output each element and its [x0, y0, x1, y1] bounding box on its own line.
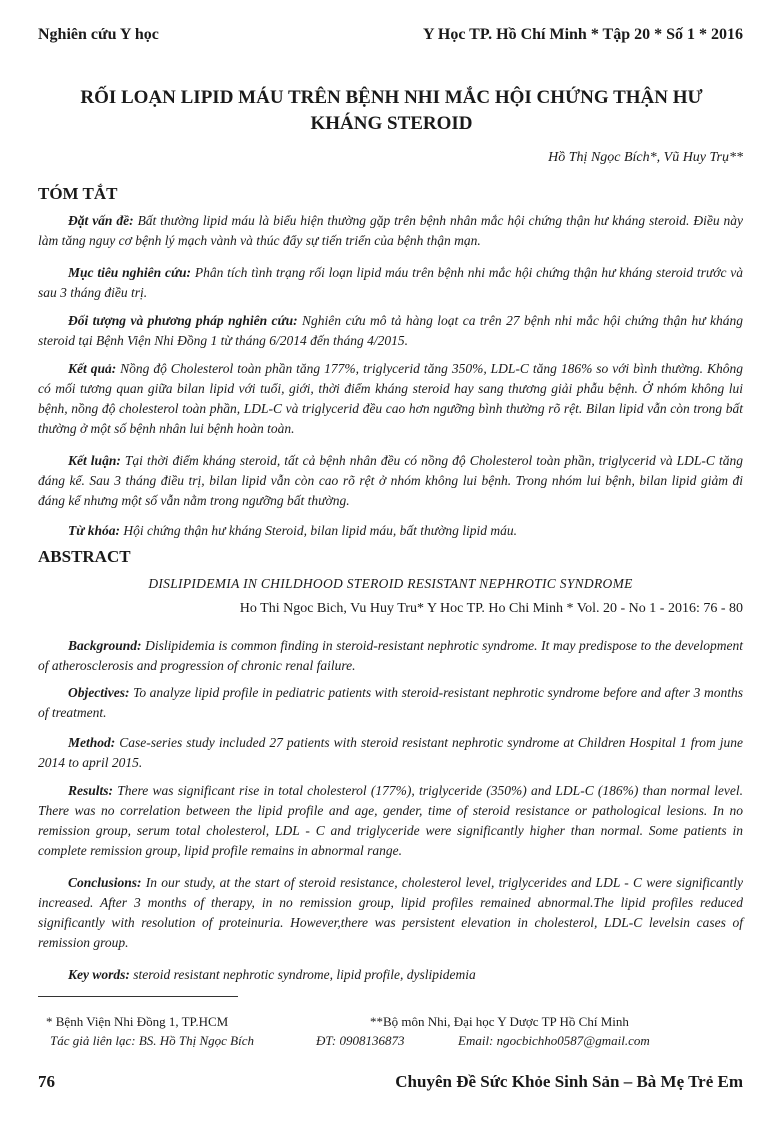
paragraph-text: Dislipidemia is common finding in steroid-resistant nephrotic syndrome. It may predispose to the development of atherosclerosis and progression of chronic renal failure.	[38, 638, 743, 673]
paragraph-label: Mục tiêu nghiên cứu:	[68, 265, 192, 280]
title-line-1: RỐI LOẠN LIPID MÁU TRÊN BỆNH NHI MẮC HỘI CHỨNG THẬN HƯ	[80, 87, 703, 108]
paragraph-text: Case-series study included 27 patients with steroid resistant nephrotic syndrome at Children Hospital 1 from june 2014 to april 2015.	[38, 735, 743, 770]
abstract-english-title: DISLIPIDEMIA IN CHILDHOOD STEROID RESISTANT NEPHROTIC SYNDROME	[148, 576, 633, 591]
abstract-en-paragraph	[38, 965, 743, 985]
paragraph-text: Phân tích tình trạng rối loạn lipid máu trên bệnh nhi mắc hội chứng thận hư kháng steroid trước và sau 3 tháng điều trị.	[38, 265, 744, 300]
footnote-contact: Tác giả liên lạc: BS. Hồ Thị Ngọc Bích	[50, 1033, 255, 1048]
paragraph-label: Kết quả:	[68, 361, 117, 376]
paragraph-text: steroid resistant nephrotic syndrome, lipid profile, dyslipidemia	[129, 967, 476, 982]
abstract-vi-paragraph	[38, 521, 743, 541]
paragraph-label: Từ khóa:	[68, 523, 120, 538]
paragraph-text: Hội chứng thận hư kháng Steroid, bilan lipid máu, bất thường lipid máu.	[119, 523, 517, 538]
author-list: Hồ Thị Ngọc Bích*, Vũ Huy Trụ**	[548, 150, 743, 165]
abstract-vi-paragraph	[38, 451, 743, 511]
abstract-citation-line: Ho Thi Ngoc Bich, Vu Huy Tru* Y Hoc TP. Ho Chi Minh * Vol. 20 - No 1 - 2016: 76 - 80	[239, 601, 743, 616]
running-header-left: Nghiên cứu Y học	[38, 26, 159, 43]
paragraph-label: Background:	[68, 638, 142, 653]
footnote-affiliation-1: * Bệnh Viện Nhi Đồng 1, TP.HCM	[46, 1014, 229, 1029]
paragraph-label: Key words:	[68, 967, 130, 982]
running-header-right: Y Học TP. Hồ Chí Minh * Tập 20 * Số 1 * 2016	[422, 26, 743, 43]
page-number: 76	[38, 1072, 55, 1091]
paragraph-label: Results:	[68, 783, 114, 798]
paragraph-text: Tại thời điểm kháng steroid, tất cả bệnh nhân đều có nồng độ Cholesterol toàn phần, triglycerid và LDL-C tăng đáng kể. Sau 3 tháng điều trị, bilan lipid vẫn còn cao rõ rệt ở nhóm không lui bệnh. Trong nhóm lui bệnh, bilan lipid giảm đi đáng kể nhưng một số vẫn nằm trong ngưỡng bất thường.	[38, 453, 743, 508]
footnote-email: Email: ngocbichho0587@gmail.com	[458, 1033, 650, 1048]
abstract-vi-paragraph	[38, 263, 743, 303]
paragraph-label: Kết luận:	[68, 453, 121, 468]
title-line-2: KHÁNG STEROID	[310, 113, 473, 134]
paragraph-label: Method:	[68, 735, 116, 750]
abstract-en-paragraph	[38, 733, 743, 773]
abstract-vi-paragraph	[38, 311, 743, 351]
paragraph-label: Objectives:	[68, 685, 130, 700]
abstract-vi-paragraph	[38, 211, 743, 251]
paragraph-text: In our study, at the start of steroid resistance, cholesterol level, triglycerides and LDL - C were significantly increased. After 3 months of therapy, in no remission group, lipid profiles remained abnormal.The lipid profiles reduced significantly with resolution of proteinuria. However,there was persistent elevation in cholesterol, LDL-C levelsin cases of remission group.	[38, 875, 743, 950]
abstract-en-paragraph	[38, 781, 743, 861]
abstract-en-paragraph	[38, 683, 743, 723]
abstract-en-paragraph	[38, 873, 743, 953]
abstract-heading: ABSTRACT	[38, 547, 131, 566]
paragraph-text: Nghiên cứu mô tả hàng loạt ca trên 27 bệnh nhi mắc hội chứng thận hư kháng steroid tại Bệnh Viện Nhi Đồng 1 từ tháng 6/2014 đến tháng 4/2015.	[38, 313, 743, 348]
paragraph-text: To analyze lipid profile in pediatric patients with steroid-resistant nephrotic syndrome before and after 3 months of treatment.	[38, 685, 743, 720]
footnote-phone: ĐT: 0908136873	[316, 1033, 405, 1048]
footnote-affiliation-2: **Bộ môn Nhi, Đại học Y Dược TP Hồ Chí Minh	[370, 1014, 629, 1029]
footnote-divider	[38, 996, 238, 997]
paragraph-text: Bất thường lipid máu là biểu hiện thường gặp trên bệnh nhân mắc hội chứng thận hư kháng steroid. Điều này làm tăng nguy cơ bệnh lý mạch vành và thúc đẩy sự tiến triển của bệnh thận mạn.	[38, 213, 743, 248]
abstract-en-paragraph	[38, 636, 743, 676]
abstract-vi-paragraph	[38, 359, 743, 439]
paragraph-label: Đối tượng và phương pháp nghiên cứu:	[68, 313, 298, 328]
footer-journal-section: Chuyên Đề Sức Khỏe Sinh Sản – Bà Mẹ Trẻ Em	[395, 1072, 743, 1091]
paragraph-label: Đặt vấn đề:	[68, 213, 134, 228]
paragraph-text: There was significant rise in total cholesterol (177%), triglyceride (350%) and LDL-C (186%) than normal level. There was no correlation between the lipid profile and age, gender, time of steroid resistance or pathological lesions. In no remission group, serum total cholesterol, LDL - C and triglyceride were significantly higher than normal. Some patients in complete remission group, lipid profile remains in abnormal range.	[38, 783, 743, 858]
article-title	[40, 85, 743, 137]
tom-tat-heading: TÓM TẮT	[38, 184, 118, 203]
paragraph-text: Nồng độ Cholesterol toàn phần tăng 177%, triglycerid tăng 350%, LDL-C tăng 186% so với bình thường. Không có mối tương quan giữa bilan lipid với tuổi, giới, thời điểm kháng steroid hay sang thương giải phẫu bệnh. Ở nhóm không lui bệnh, nồng độ cholesterol toàn phần, LDL-C và triglycerid đều cao hơn ngưỡng bình thường rõ rệt. Bilan lipid vẫn còn trong bất thường ở một số bệnh nhân lui bệnh hoàn toàn.	[38, 361, 743, 436]
paragraph-label: Conclusions:	[68, 875, 142, 890]
